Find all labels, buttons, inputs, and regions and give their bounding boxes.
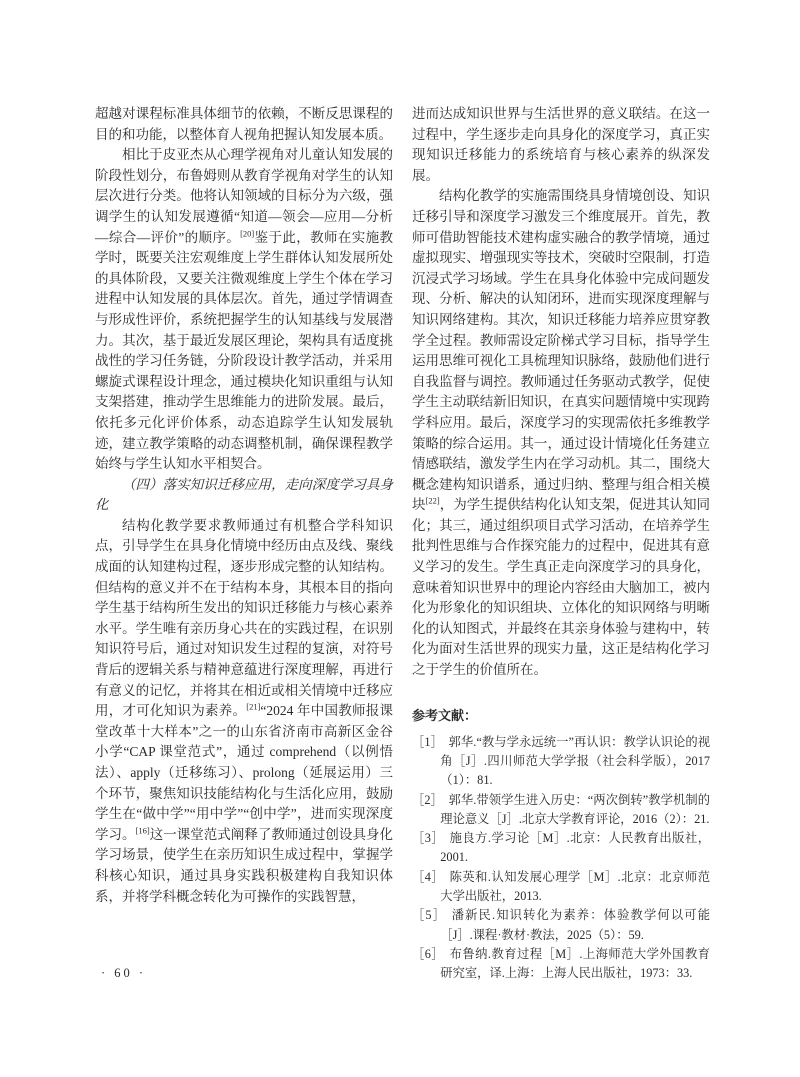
reference-item: ［2］ 郭华.带领学生进入历史：“两次倒转”教学机制的理论意义［J］.北京大学教育评论，2016（2）：21. (412, 792, 710, 826)
body-paragraph: 相比于皮亚杰从心理学视角对儿童认知发展的阶段性划分，布鲁姆则从教育学视角对学生的认知层次进行分类。他将认知领域的目标分为六级，强调学生的认知发展遵循“知道—领会—应用—分析—综合—评价”的顺序。[20]鉴于此，教师在实施教学时，既要关注宏观维度上学生群体认知发展所处的具体阶段，又要关注微观维度上学生个体在学习进程中认知发展的具体层次。首先，通过学情调查与形成性评价，系统把握学生的认知基线与发展潜力。其次，基于最近发展区理论，架构具有适度挑战性的学习任务链，分阶段设计教学活动，并采用螺旋式课程设计理念，通过模块化知识重组与认知支架搭建，推动学生思维能力的进阶发展。最后，依托多元化评价体系，动态追踪学生认知发展轨迹，建立教学策略的动态调整机制，确保课程教学始终与学生认知水平相契合。 (95, 147, 393, 472)
body-paragraph: 进而达成知识世界与生活世界的意义联结。在这一过程中，学生逐步走向具身化的深度学习，真正实现知识迁移能力的系统培育与核心素养的纵深发展。 (412, 106, 710, 183)
citation-superscript: [21] (246, 701, 261, 712)
right-column-body (412, 104, 710, 681)
body-paragraph: 结构化教学要求教师通过有机整合学科知识点，引导学生在具身化情境中经历由点及线、聚线成面的认知建构过程，逐步形成完整的认知结构。但结构的意义并不在于结构本身，其根本目的指向学生基于结构所生发出的知识迁移能力与核心素养水平。学生唯有亲历身心共在的实践过程，在识别知识符号后，通过对知识发生过程的复演，对符号背后的逻辑关系与精神意蕴进行深度理解，再进行有意义的记忆，并将其在相近或相关情境中迁移应用，才可化知识为素养。[21]“2024 年中国教师报课堂改革十大样本”之一的山东省济南市高新区金谷小学“CAP 课堂范式”，通过 comprehend（以例悟法）、apply（迁移练习）、prolong（延展运用）三个环节，聚焦知识技能结构化与生活化应用，鼓励学生在“做中学”“用中学”“创中学”，进而实现深度学习。[16]这一课堂范式阐释了教师通过创设具身化学习场景，使学生在亲历知识生成过程中，掌握学科核心知识，通过具身实践积极建构自我知识体系，并将学科概念转化为可操作的实践智慧， (95, 517, 394, 904)
reference-item: ［3］ 施良方.学习论［M］.北京：人民教育出版社，2001. (412, 831, 710, 865)
reference-label: ［1］ (412, 734, 443, 749)
reference-label: ［6］ (412, 946, 445, 961)
citation-superscript: [22] (425, 495, 440, 506)
references-title: 参考文献： (412, 707, 478, 723)
reference-label: ［4］ (412, 869, 445, 884)
reference-label: ［5］ (412, 908, 447, 923)
reference-item: ［1］ 郭华.“教与学永远统一”再认识：教学认识论的视角［J］.四川师范大学学报（社会科学版），2017（1）：81. (412, 734, 710, 788)
reference-item: ［6］ 布鲁纳.教育过程［M］.上海师范大学外国教育研究室，译.上海：上海人民出版社，1973：33. (412, 946, 710, 981)
reference-item: ［5］ 潘新民.知识转化为素养：体验教学何以可能［J］.课程·教材·教法，2025（5）：59. (412, 908, 710, 942)
body-paragraph: 结构化教学的实施需围绕具身情境创设、知识迁移引导和深度学习激发三个维度展开。首先，教师可借助智能技术建构虚实融合的教学情境，通过虚拟现实、增强现实等技术，突破时空限制，打造沉浸式学习场域。学生在具身化体验中完成问题发现、分析、解决的认知闭环，进而实现深度理解与知识网络建构。其次，知识迁移能力培养应贯穿教学全过程。教师需设定阶梯式学习目标，指导学生运用思维可视化工具梳理知识脉络，鼓励他们进行自我监督与调控。教师通过任务驱动式教学，促使学生主动联结新旧知识，在真实问题情境中实现跨学科应用。最后，深度学习的实现需依托多维教学策略的综合运用。其一，通过设计情境化任务建立情感联结，激发学生内在学习动机。其二，围绕大概念建构知识谱系，通过归纳、整理与组合相关模块[22]，为学生提供结构化认知支架，促进其认知同化；其三，通过组织项目式学习活动，在培养学生批判性思维与合作探究能力的过程中，促进其有意义学习的发生。学生真正走向深度学习的具身化，意味着知识世界中的理论内容经由大脑加工，被内化为形象化的知识组块、立体化的知识网络与明晰化的认知图式，并最终在其亲身体验与建构中，转化为面对生活世界的现实力量，这正是结构化学习之于学生的价值所在。 (412, 188, 710, 678)
page-number: · 60 · (101, 966, 147, 980)
reference-label: ［2］ (412, 792, 443, 807)
citation-superscript: [20] (240, 228, 255, 239)
reference-label: ［3］ (412, 831, 445, 846)
right-column (412, 104, 710, 983)
section-heading: （四）落实知识迁移应用，走向深度学习具身化 (95, 476, 393, 513)
reference-item: ［4］ 陈英和.认知发展心理学［M］.北京：北京师范大学出版社，2013. (412, 869, 710, 903)
references-section (412, 707, 710, 984)
left-column (95, 104, 393, 907)
body-paragraph: 超越对课程标准具体细节的依赖，不断反思课程的目的和功能，以整体育人视角把握认知发展本质。 (95, 106, 393, 142)
references-list (412, 733, 710, 984)
citation-superscript: [16] (135, 825, 150, 836)
